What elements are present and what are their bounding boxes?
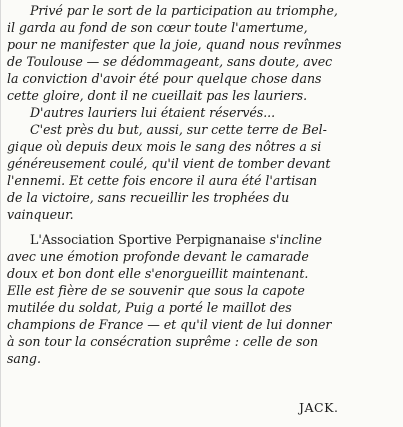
page-edge [0,0,1,427]
text-line: de Toulouse — se dédommageant, sans doute, avec [7,54,333,69]
text-line: la conviction d'avoir été pour quelque chose dans [7,71,322,86]
text-line: avec une émotion profonde devant le camarade [7,249,309,264]
text-segment: s'incline [269,232,322,247]
text-line: généreusement coulé, qu'il vient de tomber devant [7,156,331,171]
text-line: l'ennemi. Et cette fois encore il aura été l'artisan [7,173,318,188]
text-line: Privé par le sort de la participation au triomphe, [30,3,338,18]
text-line: D'autres lauriers lui étaient réservés... [30,105,276,120]
text-line: Elle est fière de se souvenir que sous la capote [7,283,305,298]
text-line: C'est près du but, aussi, sur cette terre de Bel- [30,122,327,137]
text-line: pour ne manifester que la joie, quand nous revînmes [7,37,342,52]
text-line: à son tour la consécration suprême : celle de son [7,334,319,349]
text-line: vainqueur. [7,207,74,222]
text-line: il garda au fond de son cœur toute l'amertume, [7,20,308,35]
text-line: doux et bon dont elle s'enorgueillit maintenant. [7,266,309,281]
organization-name: L'Association Sportive Perpignanaise [30,232,270,247]
text-line: mutilée du soldat, Puig a porté le maillot des [7,300,292,315]
text-line: gique où depuis deux mois le sang des nôtres a si [7,139,322,154]
text-line [30,231,322,248]
text-line: sang. [7,351,41,366]
text-line: de la victoire, sans recueillir les trophées du [7,190,290,205]
author-signature: JACK. [299,400,339,415]
text-line: champions de France — et qu'il vient de lui donner [7,317,332,332]
text-line: cette gloire, dont il ne cueillait pas les lauriers. [7,88,308,103]
